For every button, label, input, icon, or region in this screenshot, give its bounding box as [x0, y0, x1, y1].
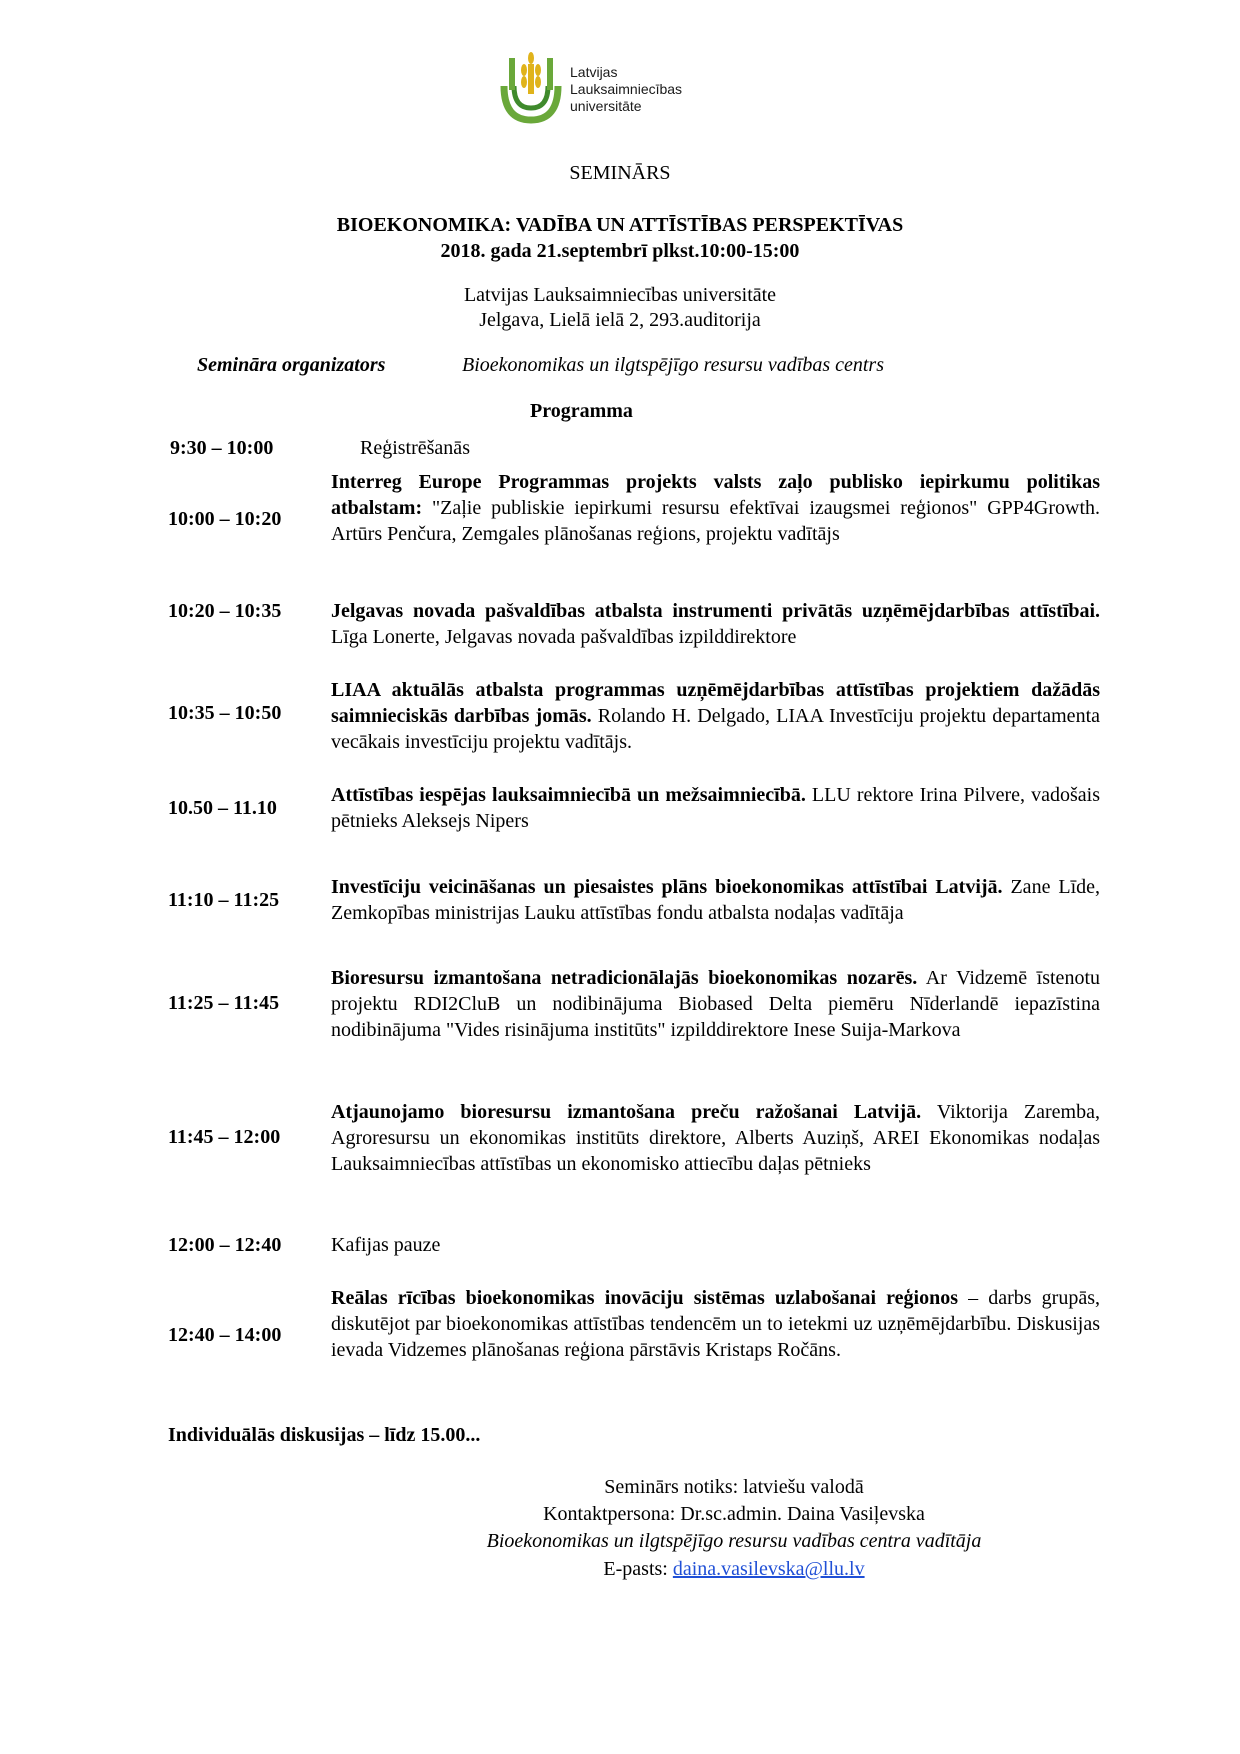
program-details: Ar Vidzemē īstenotu projektu RDI2CluB un nodibinājuma Biobased Delta piemēru Nīderlandē iepazīstina nodibinājuma "Vides risinājuma institūts" izpilddirektore Inese Suija-Markova: [331, 967, 1100, 1041]
program-time: 10:35 – 10:50: [168, 702, 282, 724]
program-item: [168, 965, 1100, 1085]
program-time: 10:20 – 10:35: [168, 600, 282, 622]
program-description: [331, 1232, 1100, 1258]
program-time: 12:00 – 12:40: [168, 1234, 282, 1256]
program-details: – darbs grupās, diskutējot par bioekonomikas attīstības tendencēm un to ietekmi uz uzņēmējdarbību. Diskusijas ievada Vidzemes plānošanas reģiona pārstāvis Kristaps Ročāns.: [331, 1287, 1101, 1361]
program-time: 11:10 – 11:25: [168, 889, 280, 911]
program-topic: Atjaunojamo bioresursu izmantošana preču ražošanai Latvijā.: [331, 1101, 922, 1123]
program-description: [331, 965, 1100, 1043]
program-item: [168, 469, 1100, 589]
seminar-title: BIOEKONOMIKA: VADĪBA UN ATTĪSTĪBAS PERSPEKTĪVAS: [336, 214, 904, 236]
email-label: E-pasts:: [603, 1558, 673, 1580]
program-item: [168, 1099, 1100, 1219]
program-details: Rolando H. Delgado, LIAA Investīciju projektu departamenta vecākais investīciju projektu vadītājs.: [331, 705, 1100, 753]
program-time: 10:00 – 10:20: [168, 508, 282, 530]
university-logo: [500, 50, 700, 130]
program-item: [168, 1285, 1100, 1405]
program-topic: Investīciju veicināšanas un piesaistes plāns bioekonomikas attīstībai Latvijā.: [331, 876, 1003, 898]
program-description: [331, 782, 1100, 834]
program-time: 11:45 – 12:00: [168, 1126, 281, 1148]
program-description: [331, 1285, 1100, 1363]
program-time: 10.50 – 11.10: [168, 797, 277, 819]
program-topic: Reālas rīcības bioekonomikas inovāciju sistēmas uzlabošanai reģionos: [331, 1287, 959, 1309]
seminar-date: 2018. gada 21.septembrī plkst.10:00-15:00: [440, 240, 800, 262]
logo-wordmark: [570, 64, 682, 115]
contact-email-line: [0, 1556, 1240, 1582]
email-link[interactable]: daina.vasilevska@llu.lv: [672, 1558, 865, 1580]
program-details: Viktorija Zaremba, Agroresursu un ekonomikas institūts direktore, Alberts Auziņš, AREI Ekonomikas nodaļas Lauksaimniecības attīstības un ekonomisko attiecību daļas pētnieks: [331, 1101, 1100, 1175]
logo-line-1: Latvijas: [570, 64, 618, 80]
program-details: "Zaļie publiskie iepirkumi resursu efektīvai izaugsmei reģionos" GPP4Growth. Artūrs Penčura, Zemgales plānošanas reģions, projektu vadītājs: [331, 497, 1100, 545]
program-heading: Programma: [530, 400, 633, 422]
program-topic: Interreg Europe Programmas projekts valsts zaļo publisko iepirkumu politikas atbalstam:: [331, 471, 1100, 519]
venue-name: Latvijas Lauksaimniecības universitāte: [463, 284, 777, 306]
program-item: [168, 677, 1100, 797]
program-topic: Bioresursu izmantošana netradicionālajās bioekonomikas nozarēs.: [331, 967, 918, 989]
document-kind: SEMINĀRS: [569, 162, 671, 184]
program-description: [331, 874, 1100, 926]
contact-person: Kontaktpersona: Dr.sc.admin. Daina Vasiļevska: [543, 1503, 925, 1525]
logo-line-2: Lauksaimniecības: [570, 81, 683, 97]
llu-emblem-icon: [500, 50, 562, 126]
organizer-value: Bioekonomikas un ilgtspējīgo resursu vadības centrs: [462, 354, 884, 376]
registration-time: 9:30 – 10:00: [170, 437, 274, 459]
program-description: [331, 1099, 1100, 1177]
organizer-label: Semināra organizators: [197, 354, 386, 376]
program-time: 12:40 – 14:00: [168, 1324, 282, 1346]
program-time: 11:25 – 11:45: [168, 992, 280, 1014]
program-details: Kafijas pauze: [331, 1234, 441, 1256]
program-description: [331, 598, 1100, 650]
logo-line-3: universitāte: [570, 98, 642, 114]
registration-text: Reģistrēšanās: [360, 437, 470, 459]
venue-address: Jelgava, Lielā ielā 2, 293.auditorija: [479, 309, 761, 331]
program-topic: Jelgavas novada pašvaldības atbalsta instrumenti privātās uzņēmējdarbības attīstībai.: [331, 600, 1100, 622]
program-topic: LIAA aktuālās atbalsta programmas uzņēmējdarbības attīstības projektiem dažādās saimnieciskās darbības jomās.: [331, 679, 1100, 727]
closing-note: Individuālās diskusijas – līdz 15.00...: [168, 1424, 481, 1446]
program-description: [331, 469, 1100, 547]
language-note: Seminārs notiks: latviešu valodā: [604, 1476, 864, 1498]
contact-position: Bioekonomikas un ilgtspējīgo resursu vadības centra vadītāja: [486, 1530, 982, 1552]
program-details: LLU rektore Irina Pilvere, vadošais pētnieks Aleksejs Nipers: [331, 784, 1100, 832]
program-topic: Attīstības iespējas lauksaimniecībā un mežsaimniecībā.: [331, 784, 806, 806]
program-details: Zane Līde, Zemkopības ministrijas Lauku attīstības fondu atbalsta nodaļas vadītāja: [331, 876, 1100, 924]
program-details: Līga Lonerte, Jelgavas novada pašvaldības izpilddirektore: [331, 626, 797, 648]
program-description: [331, 677, 1100, 755]
